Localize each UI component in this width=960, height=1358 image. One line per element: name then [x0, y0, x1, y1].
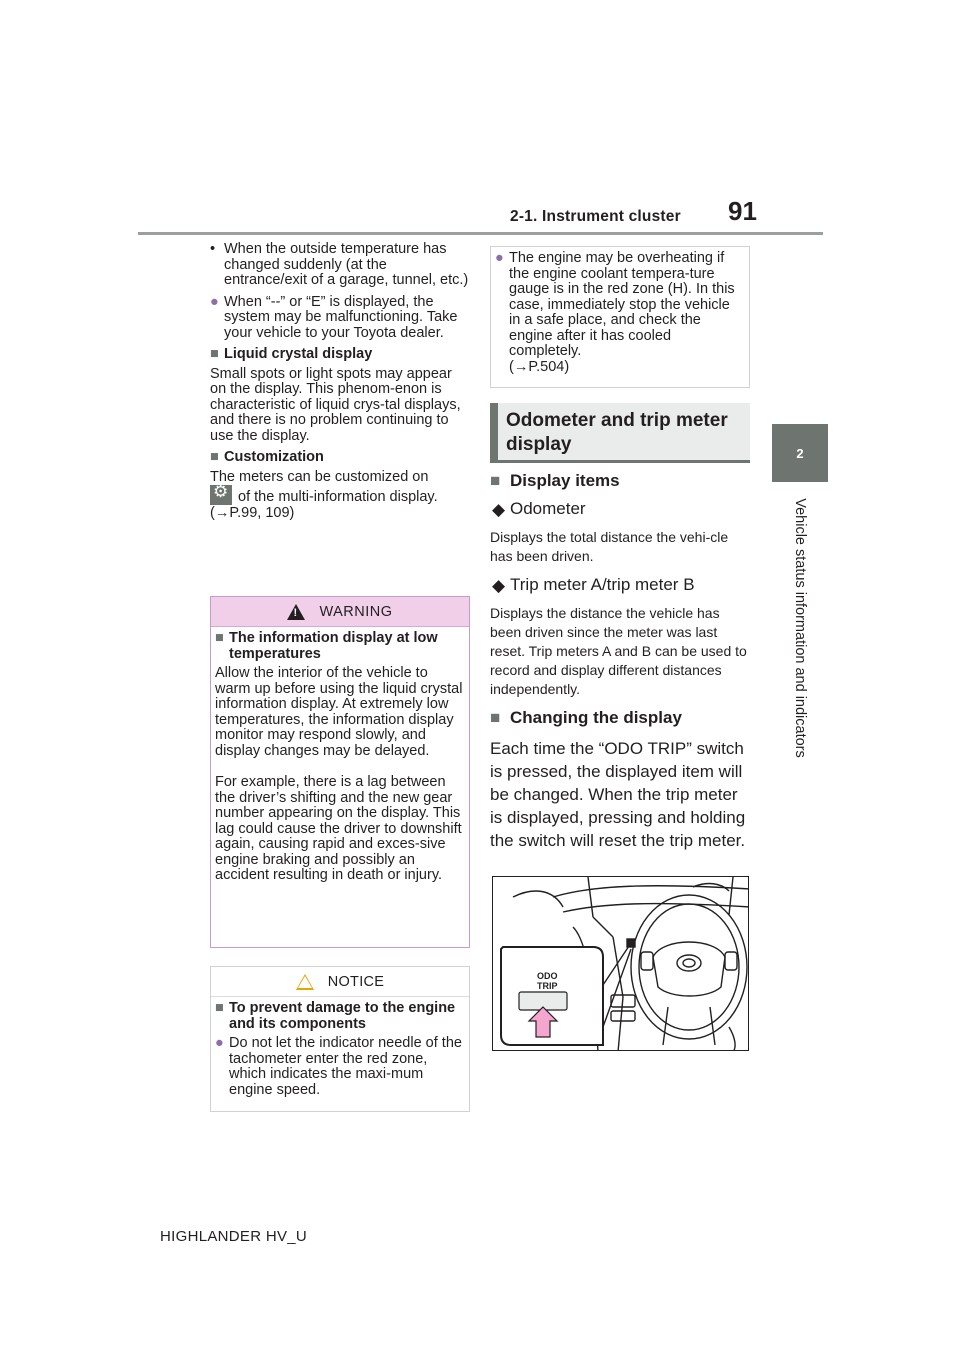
- dot-bullet-icon: ●: [215, 1035, 224, 1051]
- chapter-tab: 2: [772, 424, 828, 482]
- diamond-bullet-icon: ◆: [492, 500, 506, 519]
- warning-box: [210, 596, 470, 948]
- lcd-body: Small spots or light spots may appear on the display. This phenom-enon is characteristic of liquid crys-tal displays, and there is no problem continuing to use the display.: [210, 365, 461, 444]
- warning-para: For example, there is a lag between the driver’s shifting and the new gear number appearing on the display. This lag could cause the driver to downshift again, causing rapid and exces-sive engine braking and possibly an accident resulting in death or injury.: [215, 774, 462, 883]
- notice-heading: ■ To prevent damage to the engine and its components: [215, 1000, 456, 1032]
- switch-label-odo: ODO: [537, 971, 558, 981]
- warning-para: Allow the interior of the vehicle to warm up before using the liquid crystal information display. At extremely low temperatures, the information display monitor may respond slowly, and display changes may be delayed.: [215, 665, 463, 759]
- footer-model: HIGHLANDER HV_U: [160, 1228, 308, 1245]
- header-divider: [138, 232, 823, 235]
- page-number: 91: [728, 196, 757, 226]
- dot-bullet-icon: ●: [495, 250, 504, 266]
- overheat-info-box: [490, 246, 750, 388]
- changing-display-body: Each time the “ODO TRIP” switch is pressed, the displayed item will be changed. When the trip meter is displayed, pressing and holding the switch will reset the trip meter.: [490, 739, 746, 850]
- list-item: ● The engine may be overheating if the engine coolant tempera-ture gauge is in the red zone (H). In this case, immediately stop the vehicle in a safe place, and check the engine after it has cooled completely. (→P.504): [495, 250, 735, 375]
- section-title: 2-1. Instrument cluster: [510, 208, 681, 225]
- display-items-heading: ■ Display items: [490, 471, 620, 490]
- notice-triangle-icon: [296, 974, 314, 990]
- settings-gear-icon: [210, 485, 232, 505]
- page-reference: (→P.504): [509, 358, 570, 375]
- square-bullet-icon: ■: [210, 449, 219, 465]
- customization-body: The meters can be customized on ⚙ of the multi-information display. (→P.99, 109): [210, 470, 470, 522]
- lcd-heading: ■ Liquid crystal display: [210, 346, 373, 362]
- odometer-item: ◆ Odometer: [492, 499, 586, 519]
- changing-display-heading: ■ Changing the display: [490, 708, 682, 727]
- diamond-bullet-icon: ◆: [492, 576, 506, 595]
- steering-wheel-drawing: [493, 877, 749, 1051]
- notice-body: [211, 997, 469, 1098]
- warning-header: ! WARNING: [211, 597, 469, 627]
- square-bullet-icon: ■: [215, 1000, 224, 1016]
- square-bullet-icon: ■: [490, 471, 501, 490]
- odometer-description: Displays the total distance the vehi-cle has been driven.: [490, 529, 729, 564]
- odo-trip-switch-illustration: [492, 876, 749, 1051]
- square-bullet-icon: ■: [490, 708, 501, 727]
- chapter-side-title: Vehicle status information and indicators: [792, 498, 808, 758]
- trip-meter-item: ◆ Trip meter A/trip meter B: [492, 575, 695, 595]
- left-column: [210, 242, 470, 521]
- page-reference: (→P.99, 109): [210, 504, 295, 521]
- notice-box: [210, 966, 470, 1112]
- square-bullet-icon: ■: [215, 630, 224, 646]
- notice-header: NOTICE: [211, 967, 469, 997]
- customization-heading: ■ Customization: [210, 449, 324, 465]
- list-item: ● Do not let the indicator needle of the tachometer enter the red zone, which indicates the maxi-mum engine speed.: [215, 1035, 462, 1098]
- section-heading: Odometer and trip meter display: [490, 403, 750, 463]
- dash-bullet-icon: •: [210, 241, 216, 257]
- trip-meter-description: Displays the distance the vehicle has been driven since the meter was last reset. Trip meters A and B can be used to record and display different distances independently.: [490, 605, 747, 697]
- warning-triangle-icon: !: [287, 604, 305, 620]
- right-column: [490, 472, 752, 852]
- warning-heading: ■ The information display at low temperatures: [215, 630, 438, 662]
- square-bullet-icon: ■: [210, 346, 219, 362]
- switch-label-trip: TRIP: [537, 981, 558, 991]
- dot-bullet-icon: ●: [210, 293, 219, 310]
- list-item: • When the outside temperature has changed suddenly (at the entrance/exit of a garage, tunnel, etc.): [210, 241, 469, 288]
- list-item: ● When “--” or “E” is displayed, the system may be malfunctioning. Take your vehicle to your Toyota dealer.: [210, 293, 458, 341]
- warning-body: [211, 627, 469, 884]
